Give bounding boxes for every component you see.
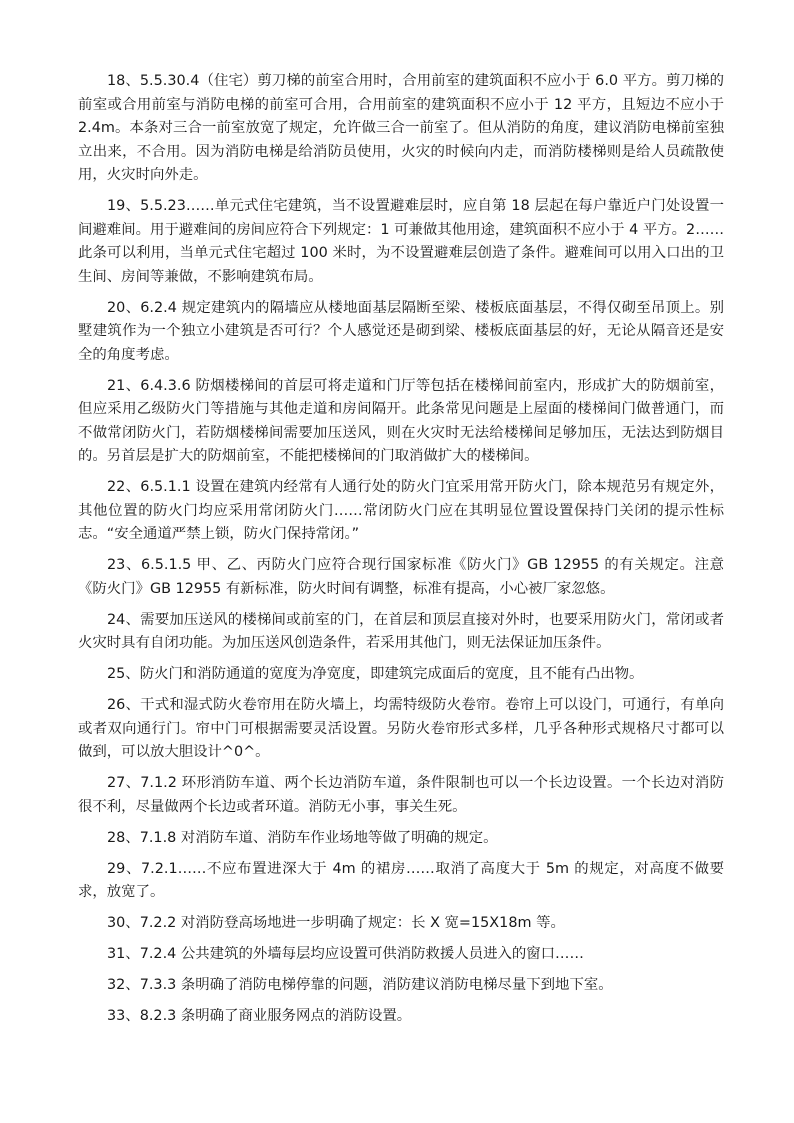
paragraph-21: 21、6.4.3.6 防烟楼梯间的首层可将走道和门厅等包括在楼梯间前室内，形成扩大的防烟前室，但应采用乙级防火门等措施与其他走道和房间隔开。此条常见问题是上屋面的楼梯间门做普通门，而不做常闭防火门，若防烟楼梯间需要加压送风，则在火灾时无法给楼梯间足够加压，无法达到防烟目的。另首层是扩大的防烟前室，不能把楼梯间的门取消做扩大的楼梯间。 [78,377,724,464]
paragraph-30: 30、7.2.2 对消防登高场地进一步明确了规定：长 X 宽=15X18m 等。 [107,915,565,931]
paragraph-20: 20、6.2.4 规定建筑内的隔墙应从楼地面基层隔断至梁、楼板底面基层，不得仅砌至吊顶上。别墅建筑作为一个独立小建筑是否可行？个人感觉还是砌到梁、楼板底面基层的好，无论从隔音还是安全的角度考虑。 [78,299,724,363]
document-body [78,70,724,1036]
paragraph-31: 31、7.2.4 公共建筑的外墙每层均应设置可供消防救援人员进入的窗口…… [107,946,584,962]
paragraph-29: 29、7.2.1……不应布置进深大于 4m 的裙房……取消了高度大于 5m 的规定，对高度不做要求，放宽了。 [78,860,724,900]
paragraph-26: 26、干式和湿式防火卷帘用在防火墙上，均需特级防火卷帘。卷帘上可以设门，可通行，有单向或者双向通行门。帘中门可根据需要灵活设置。另防火卷帘形式多样，几乎各种形式规格尺寸都可以做到，可以放大胆设计^0^。 [78,697,724,760]
paragraph-18: 18、5.5.30.4（住宅）剪刀梯的前室合用时，合用前室的建筑面积不应小于 6.0 平方。剪刀梯的前室或合用前室与消防电梯的前室可合用，合用前室的建筑面积不应小于 12 平方，且短边不应小于 2.4m。本条对三合一前室放宽了规定，允许做三合一前室了。但从消防的角度，建议消防电梯前室独立出来，不合用。因为消防电梯是给消防员使用，火灾的时候向内走，而消防楼梯则是给人员疏散使用，火灾时向外走。 [78,73,724,183]
paragraph-22: 22、6.5.1.1 设置在建筑内经常有人通行处的防火门宜采用常开防火门，除本规范另有规定外，其他位置的防火门均应采用常闭防火门……常闭防火门应在其明显位置设置保持门关闭的提示性标志。“安全通道严禁上锁，防火门保持常闭。” [78,479,724,542]
paragraph-28: 28、7.1.8 对消防车道、消防车作业场地等做了明确的规定。 [107,829,498,846]
paragraph-33: 33、8.2.3 条明确了商业服务网点的消防设置。 [107,1008,412,1024]
paragraph-19: 19、5.5.23……单元式住宅建筑，当不设置避难层时，应自第 18 层起在每户靠近户门处设置一间避难间。用于避难间的房间应符合下列规定：1 可兼做其他用途，建筑面积不应小于 4 平方。2……此条可以利用，当单元式住宅超过 100 米时，为不设置避难层创造了条件。避难间可以用入口出的卫生间、房间等兼做，不影响建筑布局。 [78,198,724,285]
paragraph-32: 32、7.3.3 条明确了消防电梯停靠的问题，消防建议消防电梯尽量下到地下室。 [107,977,613,993]
paragraph-24: 24、需要加压送风的楼梯间或前室的门，在首层和顶层直接对外时，也要采用防火门，常闭或者火灾时具有自闭功能。为加压送风创造条件，若采用其他门，则无法保证加压条件。 [78,611,724,651]
paragraph-23: 23、6.5.1.5 甲、乙、丙防火门应符合现行国家标准《防火门》GB 12955 的有关规定。注意《防火门》GB 12955 有新标准，防火时间有调整，标准有提高，小心被厂家忽悠。 [78,557,724,597]
paragraph-25: 25、防火门和消防通道的宽度为净宽度，即建筑完成面后的宽度，且不能有凸出物。 [107,666,644,682]
paragraph-27: 27、7.1.2 环形消防车道、两个长边消防车道，条件限制也可以一个长边设置。一个长边对消防很不利，尽量做两个长边或者环道。消防无小事，事关生死。 [78,775,724,815]
